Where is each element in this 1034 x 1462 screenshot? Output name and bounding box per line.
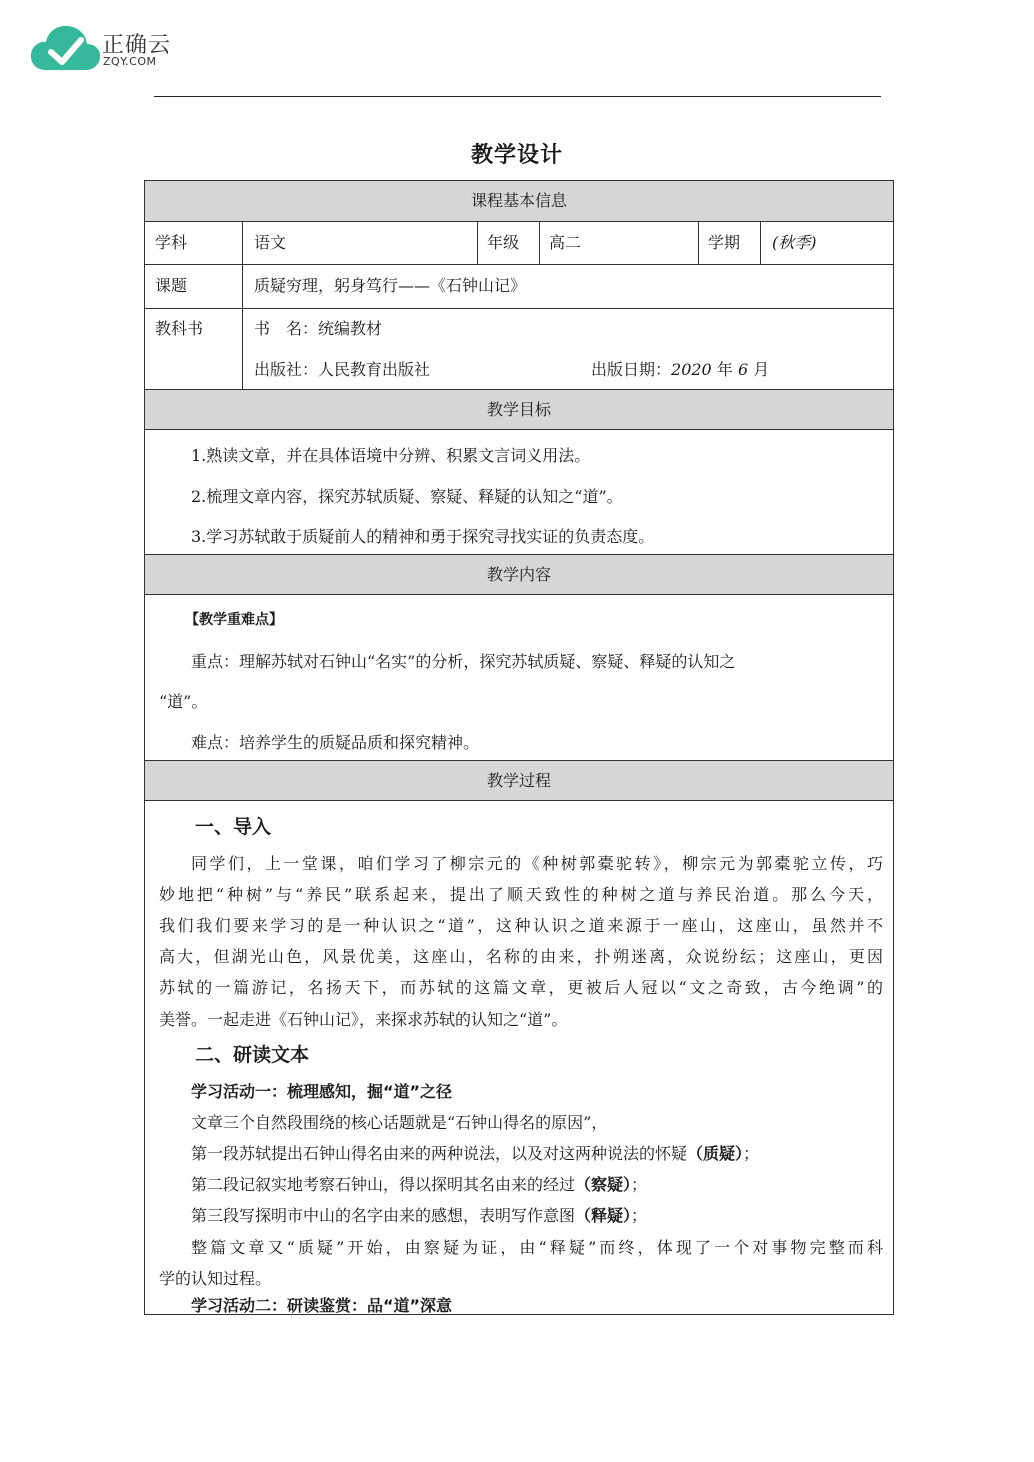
part2-title: 二、研读文本 — [195, 1044, 310, 1066]
key-point-line: “道”。 — [159, 692, 208, 711]
paragraph3-line — [191, 1203, 915, 1226]
summary-line: 学的认知过程。 — [159, 1269, 272, 1288]
intro-line: 妙地把“种树”与“养民”联系起来，提出了顺天致性的种树之道与养民治道。那么今天， — [159, 885, 883, 904]
logo-sub-text: ZQY.COM — [103, 55, 157, 68]
activity1-line: 文章三个自然段围绕的核心话题就是“石钟山得名的原因”， — [191, 1113, 608, 1132]
publish-month-unit: 月 — [753, 360, 770, 379]
topic-label: 课题 — [155, 276, 188, 295]
intro-line: 同学们，上一堂课，咱们学习了柳宗元的《种树郭橐驼转》，柳宗元为郭橐驼立传，巧 — [191, 854, 883, 873]
paragraph3-text: 第三段写探明市中山的名字由来的感想，表明写作意图 — [191, 1206, 576, 1225]
objective-item: 1.熟读文章，并在具体语境中分辨、积累文言词义用法。 — [191, 446, 591, 465]
col-divider-term — [698, 222, 699, 264]
publish-year-unit: 年 — [716, 360, 733, 379]
term-label: 学期 — [708, 233, 741, 252]
difficulty-line: 难点：培养学生的质疑品质和探究精神。 — [191, 733, 480, 752]
term-value: (秋季) — [772, 233, 817, 252]
lesson-plan-table — [144, 180, 894, 1315]
intro-line: 高大，但湖光山色，风景优美，这座山，名称的由来，扑朔迷离，众说纷纭；这座山，更因 — [159, 947, 883, 966]
paragraph1-line — [191, 1141, 915, 1164]
intro-line: 我们我们要来学习的是一种认识之“道”，这种认识之道来源于一座山，这座山，虽然并不 — [159, 916, 883, 935]
publish-date-label: 出版日期： — [591, 360, 672, 379]
paragraph1-end: ； — [743, 1144, 760, 1163]
intro-line: 美誉。一起走进《石钟山记》，来探求苏轼的认知之“道”。 — [159, 1010, 568, 1029]
summary-line: 整篇文章又“质疑”开始，由察疑为证，由“释疑”而终，体现了一个对事物完整而科 — [191, 1238, 883, 1257]
col-divider-grade — [477, 222, 478, 264]
textbook-publisher: 出版社：人民教育出版社 — [254, 360, 431, 379]
basic-info-header: 课程基本信息 — [145, 181, 893, 222]
paragraph3-end: ； — [631, 1206, 648, 1225]
header-rule — [154, 96, 881, 97]
doc-title: 教学设计 — [470, 142, 563, 168]
activity2-title: 学习活动二：研读鉴赏：品“道”深意 — [191, 1296, 453, 1315]
paragraph1-text: 第一段苏轼提出石钟山得名由来的两种说法，以及对这两种说法的怀疑 — [191, 1144, 688, 1163]
content-header: 教学内容 — [145, 554, 893, 595]
publish-month: 6 — [737, 360, 749, 379]
grade-value: 高二 — [549, 233, 582, 252]
row-divider — [145, 264, 893, 265]
paragraph2-emphasis: （察疑） — [575, 1175, 632, 1194]
cloud-check-icon — [30, 22, 102, 74]
col-divider-grade-value — [539, 222, 540, 264]
paragraph3-emphasis: （释疑） — [575, 1206, 632, 1225]
paragraph2-line — [191, 1172, 915, 1195]
objectives-header: 教学目标 — [145, 389, 893, 430]
objective-item: 3.学习苏轼敢于质疑前人的精神和勇于探究寻找实证的负责态度。 — [191, 527, 655, 546]
paragraph1-emphasis: （质疑） — [687, 1144, 744, 1163]
activity1-title: 学习活动一：梳理感知，掘“道”之径 — [191, 1082, 453, 1101]
grade-label: 年级 — [487, 233, 520, 252]
key-point-line: 重点：理解苏轼对石钟山“名实”的分析，探究苏轼质疑、察疑、释疑的认知之 — [191, 652, 736, 671]
textbook-label: 教科书 — [155, 319, 204, 338]
paragraph2-text: 第二段记叙实地考察石钟山，得以探明其名由来的经过 — [191, 1175, 576, 1194]
col-divider-label — [242, 222, 243, 389]
key-points-heading: 【教学重难点】 — [185, 612, 283, 628]
objective-item: 2.梳理文章内容，探究苏轼质疑、察疑、释疑的认知之“道”。 — [191, 487, 623, 506]
col-divider-term-value — [760, 222, 761, 264]
subject-value: 语文 — [254, 233, 287, 252]
paragraph2-end: ； — [631, 1175, 648, 1194]
subject-label: 学科 — [155, 233, 188, 252]
textbook-name: 书 名：统编教材 — [254, 319, 383, 338]
topic-value: 质疑穷理，躬身笃行——《石钟山记》 — [254, 276, 527, 295]
part1-title: 一、导入 — [195, 816, 272, 838]
process-header: 教学过程 — [145, 760, 893, 801]
publish-year: 2020 — [671, 360, 712, 379]
intro-line: 苏轼的一篇游记，名扬天下，而苏轼的这篇文章，更被后人冠以“文之奇致，古今绝调”的 — [159, 978, 883, 997]
logo-main-text: 正确云 — [102, 33, 172, 58]
row-divider — [145, 308, 893, 309]
textbook-publish-date — [591, 359, 769, 381]
